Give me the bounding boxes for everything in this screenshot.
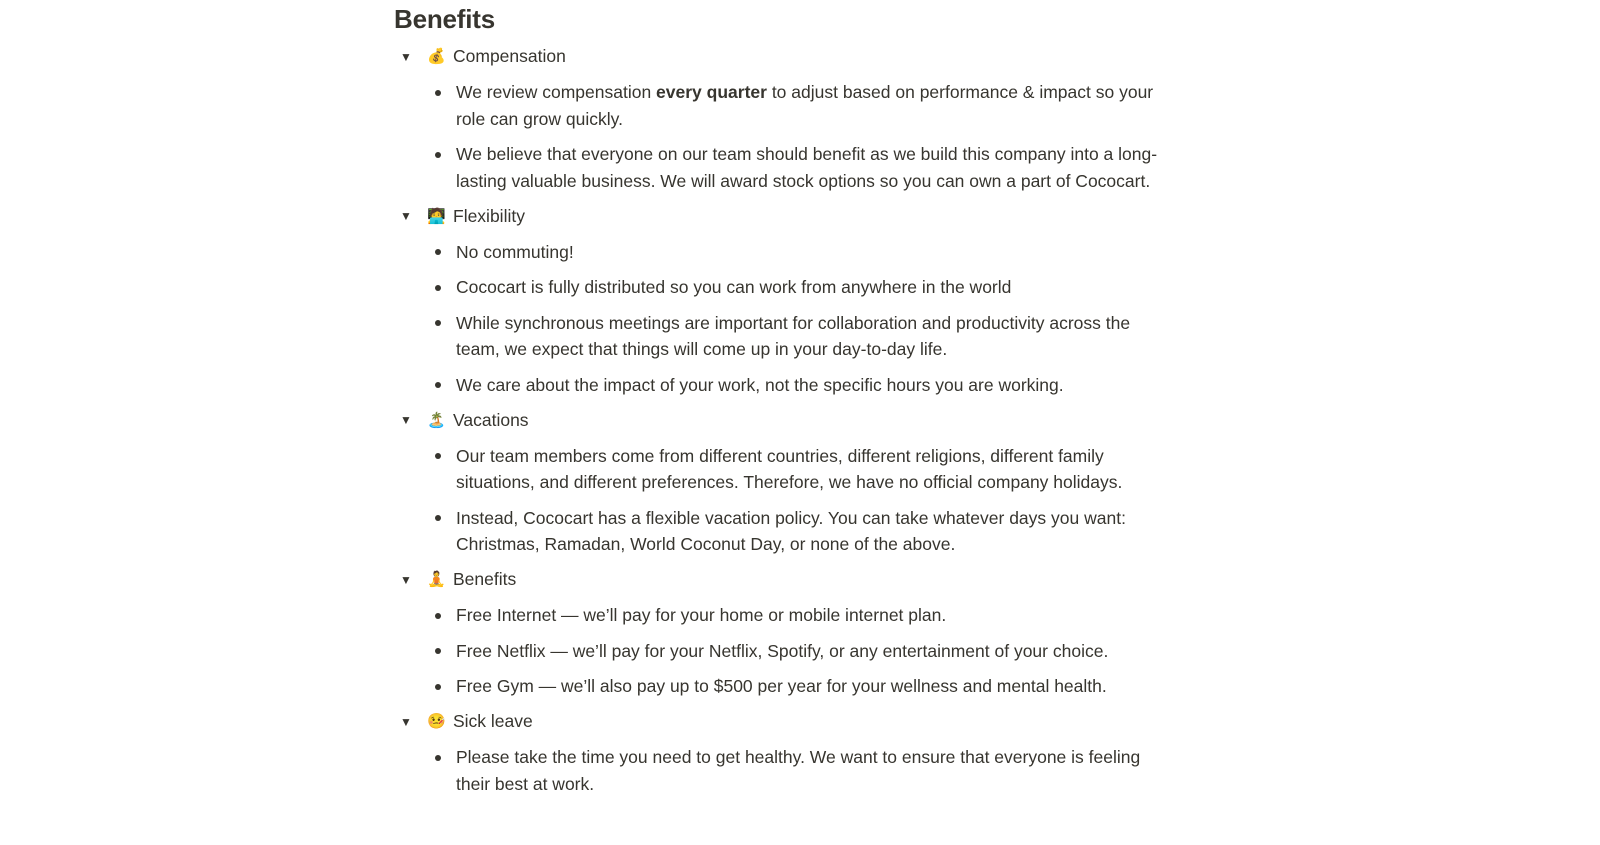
item-text: We care about the impact of your work, not the specific hours you are working. bbox=[456, 374, 1064, 395]
toggle-label: Flexibility bbox=[453, 205, 525, 226]
list-item bbox=[394, 740, 1166, 802]
list-item bbox=[394, 234, 1166, 270]
toggle-label: Compensation bbox=[453, 46, 566, 67]
bullet-icon bbox=[435, 285, 441, 291]
bullet-list bbox=[394, 438, 1174, 562]
bullet-icon bbox=[435, 453, 441, 459]
toggle-header[interactable] bbox=[394, 403, 1174, 439]
toggle-header[interactable] bbox=[394, 39, 1174, 75]
item-text: Our team members come from different countries, different religions, different family situations, and different preferences. Therefore, we have no official company holidays. bbox=[456, 445, 1123, 492]
item-text: While synchronous meetings are important for collaboration and productivity across the team, we expect that things will come up in your day-to-day life. bbox=[456, 312, 1131, 359]
technologist-icon: 🧑‍💻 bbox=[427, 207, 446, 225]
list-item bbox=[394, 438, 1166, 500]
page-heading: Benefits bbox=[394, 4, 495, 34]
bullet-list bbox=[394, 740, 1174, 802]
toggle-header[interactable] bbox=[394, 199, 1174, 235]
bullet-icon bbox=[435, 320, 441, 326]
toggle-header[interactable] bbox=[394, 704, 1174, 740]
toggle-list bbox=[394, 39, 1174, 802]
toggle-triangle-icon[interactable]: ▼ bbox=[400, 413, 412, 428]
bullet-list bbox=[394, 598, 1174, 705]
toggle-label: Sick leave bbox=[453, 711, 533, 732]
list-item bbox=[394, 270, 1166, 306]
list-item bbox=[394, 633, 1166, 669]
bullet-icon bbox=[435, 648, 441, 654]
bullet-icon bbox=[435, 755, 441, 761]
list-item bbox=[394, 305, 1166, 367]
beach-island-icon: 🏝️ bbox=[427, 411, 446, 429]
toggle-section bbox=[394, 562, 1174, 704]
toggle-section bbox=[394, 199, 1174, 403]
bullet-list bbox=[394, 75, 1174, 199]
sick-face-icon: 🤒 bbox=[427, 713, 446, 731]
document-page bbox=[394, 0, 1174, 802]
yoga-person-icon: 🧘 bbox=[427, 571, 446, 589]
bullet-list bbox=[394, 234, 1174, 403]
bullet-icon bbox=[435, 613, 441, 619]
item-text: Instead, Cococart has a flexible vacation policy. You can take whatever days you want: Christmas, Ramadan, World Coconut Day, or none of the above. bbox=[456, 507, 1126, 554]
list-item bbox=[394, 669, 1166, 705]
list-item bbox=[394, 367, 1166, 403]
list-item bbox=[394, 137, 1166, 199]
toggle-triangle-icon[interactable]: ▼ bbox=[400, 572, 412, 587]
item-text: We believe that everyone on our team should benefit as we build this company into a long-lasting valuable business. We will award stock options so you can own a part of Cococart. bbox=[456, 144, 1158, 191]
item-text: Please take the time you need to get healthy. We want to ensure that everyone is feeling their best at work. bbox=[456, 747, 1141, 794]
money-bag-icon: 💰 bbox=[427, 48, 446, 66]
item-text: Free Netflix — we’ll pay for your Netflix, Spotify, or any entertainment of your choice. bbox=[456, 640, 1109, 661]
bold-text: every quarter bbox=[656, 82, 767, 102]
toggle-section bbox=[394, 704, 1174, 802]
list-item bbox=[394, 75, 1166, 137]
toggle-triangle-icon[interactable]: ▼ bbox=[400, 209, 412, 224]
toggle-section bbox=[394, 403, 1174, 563]
bullet-icon bbox=[435, 382, 441, 388]
item-text: No commuting! bbox=[456, 241, 574, 262]
bullet-icon bbox=[435, 684, 441, 690]
item-text: to adjust based on performance & impact so your role can grow quickly. bbox=[456, 82, 1154, 129]
item-text: We review compensation bbox=[456, 82, 657, 102]
bullet-icon bbox=[435, 152, 441, 158]
toggle-triangle-icon[interactable]: ▼ bbox=[400, 714, 412, 729]
toggle-section bbox=[394, 39, 1174, 199]
item-text: Free Gym — we’ll also pay up to $500 per year for your wellness and mental health. bbox=[456, 676, 1107, 696]
toggle-triangle-icon[interactable]: ▼ bbox=[400, 49, 412, 64]
item-text: Free Internet — we’ll pay for your home or mobile internet plan. bbox=[456, 605, 947, 625]
toggle-label: Vacations bbox=[453, 409, 529, 430]
toggle-label: Benefits bbox=[453, 569, 517, 590]
bullet-icon bbox=[435, 249, 441, 255]
list-item bbox=[394, 598, 1166, 634]
bullet-icon bbox=[435, 90, 441, 96]
list-item bbox=[394, 500, 1166, 562]
item-text: Cococart is fully distributed so you can work from anywhere in the world bbox=[456, 277, 1012, 297]
toggle-header[interactable] bbox=[394, 562, 1174, 598]
bullet-icon bbox=[435, 515, 441, 521]
